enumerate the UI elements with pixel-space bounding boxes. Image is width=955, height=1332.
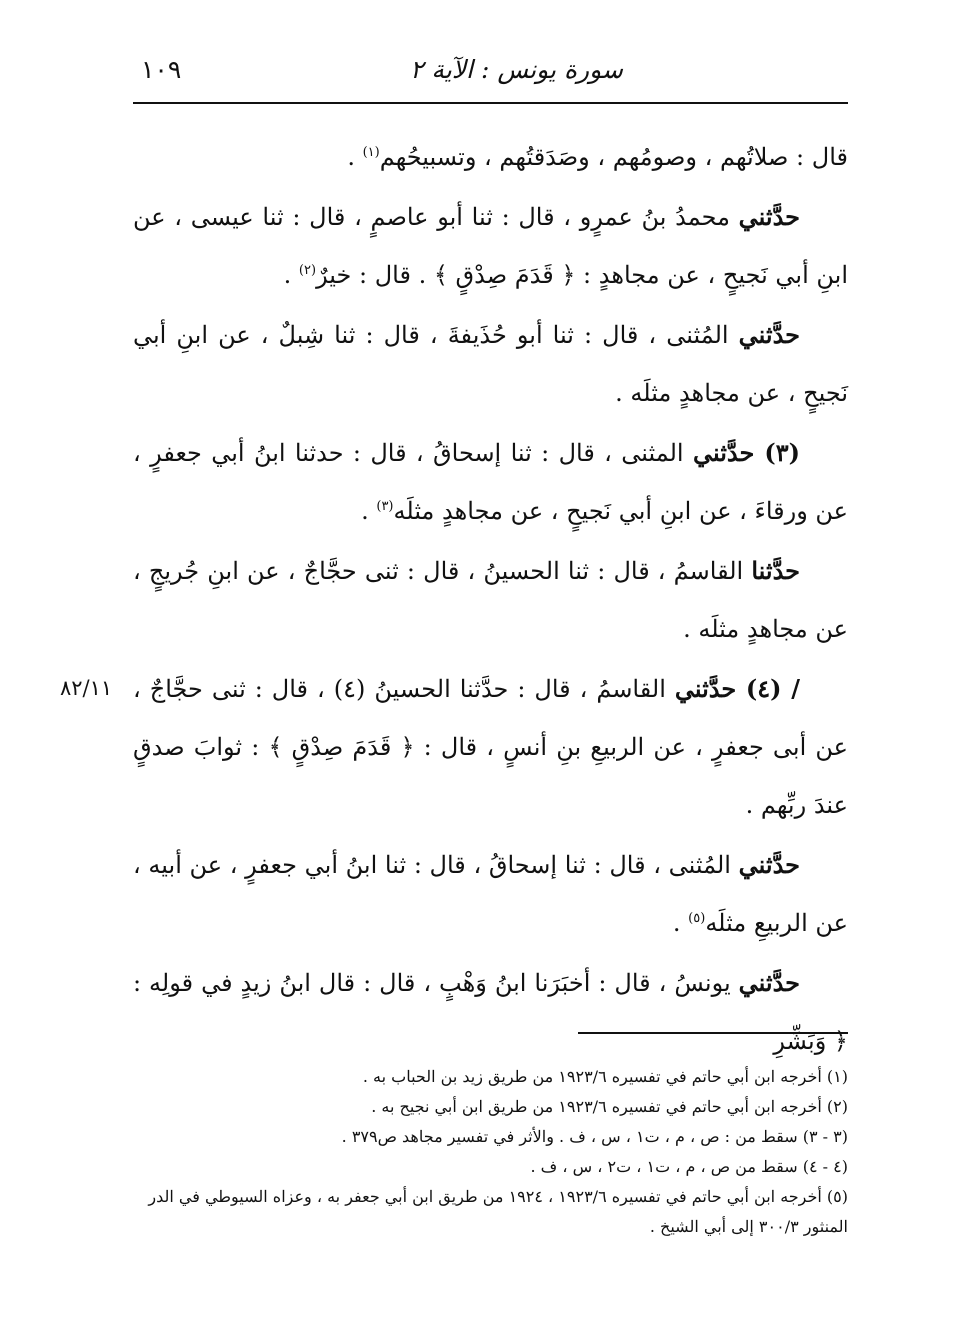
paragraph-4-text: المثنى ، قال : ثنا إسحاقُ ، قال : حدثنا ابنُ أبي جعفرٍ ، عن ورقاءَ ، عن ابنِ أبي نَجيحٍ ، عن مجاهدٍ مثلَه: [133, 439, 848, 525]
paragraph-8-lead: حدَّثني: [738, 968, 800, 997]
paragraph-7-text: المُثنى ، قال : ثنا إسحاقُ ، قال : ثنا ابنُ أبي جعفرٍ ، عن أبيه ، عن الربيعِ مثلَه: [133, 851, 848, 937]
paragraph-2: [133, 188, 848, 304]
paragraph-4-end: .: [361, 497, 377, 525]
running-title: سورة يونس : الآية ٢: [410, 55, 623, 84]
paragraph-5-lead: حدَّثنا: [751, 556, 800, 585]
paragraph-1-text: قال : صلاتُهم ، وصومُهم ، وصَدَقتُهم ، وتسبيحُهم: [379, 143, 848, 171]
paragraph-2-note: (٢): [298, 263, 317, 278]
paragraph-1-end: .: [347, 143, 363, 171]
paragraph-8: [133, 954, 848, 1070]
paragraph-7-end: .: [672, 909, 689, 937]
paragraph-7-note: (٥): [688, 911, 706, 926]
paragraph-6: [133, 660, 848, 834]
footnote-3: (٣ - ٣) سقط من : ص ، م ، ت١ ، س ، ف . والأثر في تفسير مجاهد ص٣٧٩ .: [341, 1127, 848, 1146]
paragraph-2-lead: حدَّثني: [738, 202, 800, 231]
footnote-2: (٢) أخرجه ابن أبي حاتم في تفسيره ١٩٢٣/٦ من طريق ابن أبي نجيح به .: [371, 1097, 848, 1116]
paragraph-4-lead: (٣) حدَّثني: [692, 438, 800, 467]
footnotes: [133, 1062, 848, 1242]
paragraph-7-lead: حدَّثني: [738, 850, 800, 879]
paragraph-3: [133, 306, 848, 422]
paragraph-3-text: المُثنى ، قال : ثنا أبو حُذَيفةَ ، قال : ثنا شِبلٌ ، عن ابنِ أبي نَجيحٍ ، عن مجاهدٍ مثلَه .: [133, 321, 848, 407]
paragraph-3-lead: حدَّثني: [738, 320, 800, 349]
paragraph-1-note: (١): [362, 145, 380, 160]
paragraph-4: [133, 424, 848, 540]
footnote-4: (٤ - ٤) سقط من ص ، م ، ت١ ، ت٢ ، س ، ف .: [530, 1157, 848, 1176]
paragraph-4-note: (٣): [376, 499, 394, 514]
marginal-reference: ٨٢/١١: [60, 676, 113, 700]
paragraph-7: [133, 836, 848, 952]
footnote-5: (٥) أخرجه ابن أبي حاتم في تفسيره ١٩٢٣/٦ ، ١٩٢٤ من طريق ابن أبي جعفر به ، وعزاه السيوطي في الدر المنثور ٣٠٠/٣ إلى أبي الشيخ .: [148, 1187, 848, 1236]
running-header: [133, 55, 848, 97]
paragraph-6-text: القاسمُ ، قال : حدَّثنا الحسينُ (٤) ، قال : ثنى حجَّاجٌ ، عن أبى جعفرٍ ، عن الربيعِ بنِ أنسٍ ، قال : ﴿ قَدَمَ صِدْقٍ ﴾ : ثوابَ صدقٍ عندَ ربِّهم .: [133, 675, 848, 819]
paragraph-2-end: .: [283, 261, 299, 289]
main-text: [133, 128, 848, 1072]
footnote-1: (١) أخرجه ابن أبي حاتم في تفسيره ١٩٢٣/٦ من طريق زيد بن الحباب به .: [362, 1067, 848, 1086]
paragraph-8-text: يونسُ ، قال : أخبَرَنا ابنُ وَهْبٍ ، قال : قال ابنُ زيدٍ في قولِه : ﴿ وَبَشِّرِ: [133, 969, 848, 1055]
paragraph-5-text: القاسمُ ، قال : ثنا الحسينُ ، قال : ثنى حجَّاجٌ ، عن ابنِ جُريجٍ ، عن مجاهدٍ مثلَه .: [133, 557, 848, 643]
paragraph-1: [133, 128, 848, 186]
header-rule: [133, 102, 848, 104]
page-number: ١٠٩: [141, 55, 182, 84]
paragraph-2-text: محمدُ بنُ عمرٍو ، قال : ثنا أبو عاصمٍ ، قال : ثنا عيسى ، عن ابنِ أبي نَجيحٍ ، عن مجاهدٍ : ﴿ قَدَمَ صِدْقٍ ﴾ . قال : خيرٌ: [133, 203, 848, 289]
paragraph-6-lead: / (٤) حدَّثني: [674, 674, 800, 703]
paragraph-5: [133, 542, 848, 658]
footnote-rule: [578, 1032, 848, 1034]
